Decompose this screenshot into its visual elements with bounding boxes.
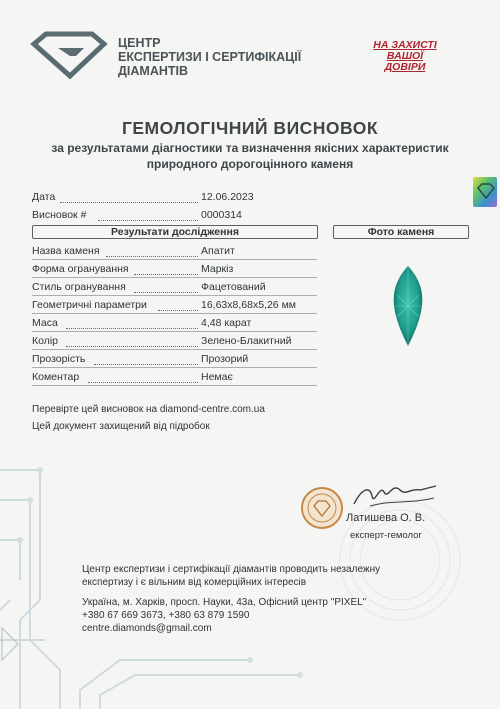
footer-email: centre.diamonds@gmail.com <box>82 623 212 634</box>
result-dots <box>158 310 198 311</box>
footer-line2: експертизу і є вільним від комерційних інтересів <box>82 577 307 588</box>
gem-photo <box>383 265 433 347</box>
result-value: Немає <box>201 371 233 383</box>
signer-role: експерт-гемолог <box>350 530 422 541</box>
result-value: 16,63х8,68х5,26 мм <box>201 299 297 311</box>
result-value: Апатит <box>201 245 235 257</box>
organization-name <box>118 36 328 78</box>
result-label: Колір <box>32 335 59 347</box>
result-value: Зелено-Блакитний <box>201 335 292 347</box>
result-label: Прозорість <box>32 353 86 365</box>
slogan-line2: ВАШОЇ <box>386 50 424 62</box>
row-divider <box>32 331 317 332</box>
subtitle-line1: за результатами діагностики та визначення якісних характеристик <box>51 141 449 155</box>
result-dots <box>106 256 198 257</box>
document-subtitle <box>20 140 480 172</box>
org-name-line1: ЦЕНТР <box>118 36 161 50</box>
row-divider <box>32 277 317 278</box>
result-value: Маркіз <box>201 263 234 275</box>
org-name-line2: ЕКСПЕРТИЗИ І СЕРТИФІКАЦІЇ <box>118 50 302 64</box>
slogan-line1: НА ЗАХИСТІ <box>373 39 437 51</box>
result-dots <box>134 292 198 293</box>
footer-address: Україна, м. Харків, просп. Науки, 43а, Офісний центр "PIXEL" <box>82 597 367 608</box>
signature-icon <box>350 478 440 512</box>
number-label: Висновок # <box>32 209 87 221</box>
row-divider <box>32 259 317 260</box>
results-header: Результати дослідження <box>32 225 318 239</box>
slogan <box>360 40 450 73</box>
seal-stamp-icon <box>300 486 344 530</box>
row-divider <box>32 313 317 314</box>
result-value: Прозорий <box>201 353 249 365</box>
result-dots <box>88 382 198 383</box>
verify-note: Перевірте цей висновок на diamond-centre.com.ua <box>32 404 265 415</box>
number-dots <box>98 220 198 221</box>
photo-header: Фото каменя <box>333 225 469 239</box>
result-label: Стиль огранування <box>32 281 126 293</box>
protection-note: Цей документ захищений від підробок <box>32 421 210 432</box>
document-title: ГЕМОЛОГІЧНИЙ ВИСНОВОК <box>121 118 379 138</box>
subtitle-line2: природного дорогоцінного каменя <box>146 157 354 171</box>
footer-phones: +380 67 669 3673, +380 63 879 1590 <box>82 610 250 621</box>
slogan-line3: ДОВІРИ <box>384 61 426 73</box>
footer-line1: Центр експертизи і сертифікації діамантів проводить незалежну <box>82 564 381 575</box>
result-label: Форма огранування <box>32 263 129 275</box>
result-label: Геометричні параметри <box>32 299 147 311</box>
row-divider <box>32 295 317 296</box>
date-value: 12.06.2023 <box>201 191 254 203</box>
result-value: 4,48 карат <box>201 317 252 329</box>
result-dots <box>66 346 198 347</box>
date-label: Дата <box>32 191 56 203</box>
row-divider <box>32 367 317 368</box>
signer-name: Латишева О. В. <box>346 512 426 524</box>
result-label: Назва каменя <box>32 245 100 257</box>
date-dots <box>60 202 198 203</box>
result-dots <box>94 364 198 365</box>
result-value: Фацетований <box>201 281 266 293</box>
org-name-line3: ДІАМАНТІВ <box>118 64 189 78</box>
number-value: 0000314 <box>201 209 242 221</box>
result-dots <box>134 274 198 275</box>
result-dots <box>66 328 198 329</box>
row-divider <box>32 349 317 350</box>
row-divider <box>32 385 317 386</box>
diamond-logo-icon <box>30 30 110 80</box>
hologram-sticker-icon <box>472 176 498 208</box>
result-label: Коментар <box>32 371 80 383</box>
result-label: Маса <box>32 317 58 329</box>
